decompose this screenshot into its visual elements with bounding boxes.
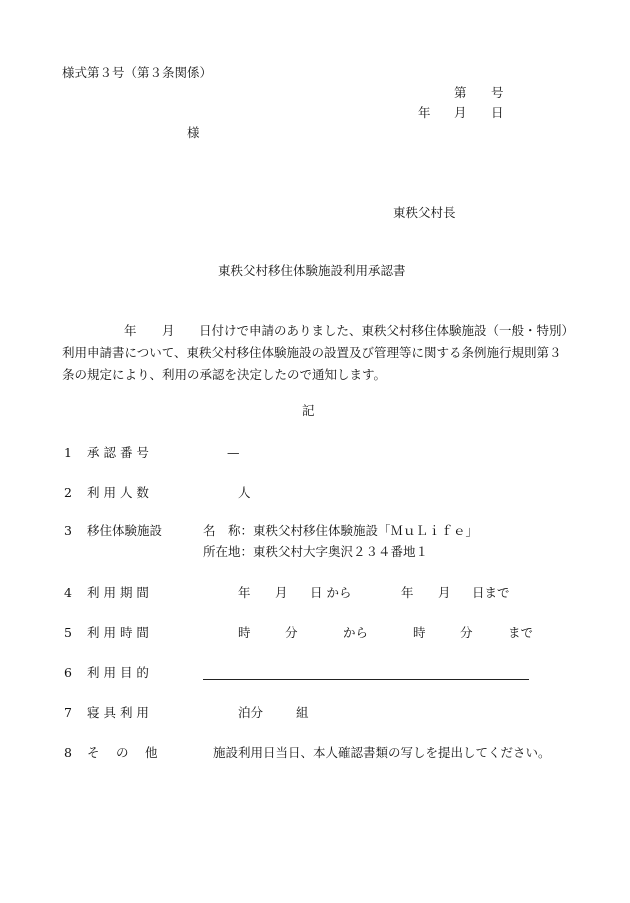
doc-number-prefix: 第 [454,85,467,100]
item-5-start-hour: 時 [238,625,251,640]
ki-heading: 記 [302,403,315,418]
item-5-end-hour: 時 [413,625,426,640]
item-5-from: から [343,625,369,640]
item-7-sets: 組 [296,705,309,720]
item-2-value: 人 [238,485,251,500]
body-line2: 利用申請書について、東秩父村移住体験施設の設置及び管理等に関する条例施行規則第３ [62,345,562,360]
date-day: 日 [491,105,504,120]
item-1-value: — [227,445,240,460]
item-4-start-year: 年 [238,585,251,600]
item-1-label: 承 認 番 号 [87,445,149,460]
date-year: 年 [418,105,431,120]
item-4-end-month: 月 [438,585,451,600]
item-4-start-day: 日 から [310,585,352,600]
item-3-facility-address: 所在地：東秩父村大字奥沢２３４番地１ [203,544,429,559]
item-3-number: 3 [64,523,72,538]
item-5-end-minute: 分 [460,625,473,640]
item-5-until: まで [508,625,534,640]
doc-number-suffix: 号 [491,85,504,100]
item-7-label: 寝 具 利 用 [87,705,149,720]
item-8-number: 8 [64,745,72,760]
recipient-honorific: 様 [187,125,200,140]
body-line1-rest: 日付けで申請のありました、東秩父村移住体験施設（一般・特別） [199,323,575,338]
body-year: 年 [124,323,137,338]
item-4-start-month: 月 [275,585,288,600]
item-8-value: 施設利用日当日、本人確認書類の写しを提出してください。 [213,745,551,760]
item-6-label: 利 用 目 的 [87,665,149,680]
item-4-label: 利 用 期 間 [87,585,149,600]
item-3-facility-name: 名 称：東秩父村移住体験施設「ＭｕＬｉｆｅ」 [203,523,479,538]
item-7-number: 7 [64,705,72,720]
item-6-purpose-line [203,679,529,680]
item-4-end-year: 年 [401,585,414,600]
document-title: 東秩父村移住体験施設利用承認書 [218,263,406,278]
date-month: 月 [454,105,467,120]
issuer-name: 東秩父村長 [393,205,456,220]
item-1-number: 1 [64,445,72,460]
item-3-label: 移住体験施設 [87,523,163,538]
item-4-end-day: 日まで [472,585,510,600]
body-line3: 条の規定により、利用の承認を決定したので通知します。 [62,367,387,382]
item-4-number: 4 [64,585,72,600]
body-month: 月 [162,323,175,338]
item-2-number: 2 [64,485,72,500]
item-5-start-minute: 分 [285,625,298,640]
item-2-label: 利 用 人 数 [87,485,149,500]
item-5-label: 利 用 時 間 [87,625,149,640]
item-5-number: 5 [64,625,72,640]
form-number: 様式第３号（第３条関係） [62,65,213,80]
item-6-number: 6 [64,665,72,680]
item-7-nights: 泊分 [238,705,264,720]
item-8-label: そ の 他 [87,745,158,760]
